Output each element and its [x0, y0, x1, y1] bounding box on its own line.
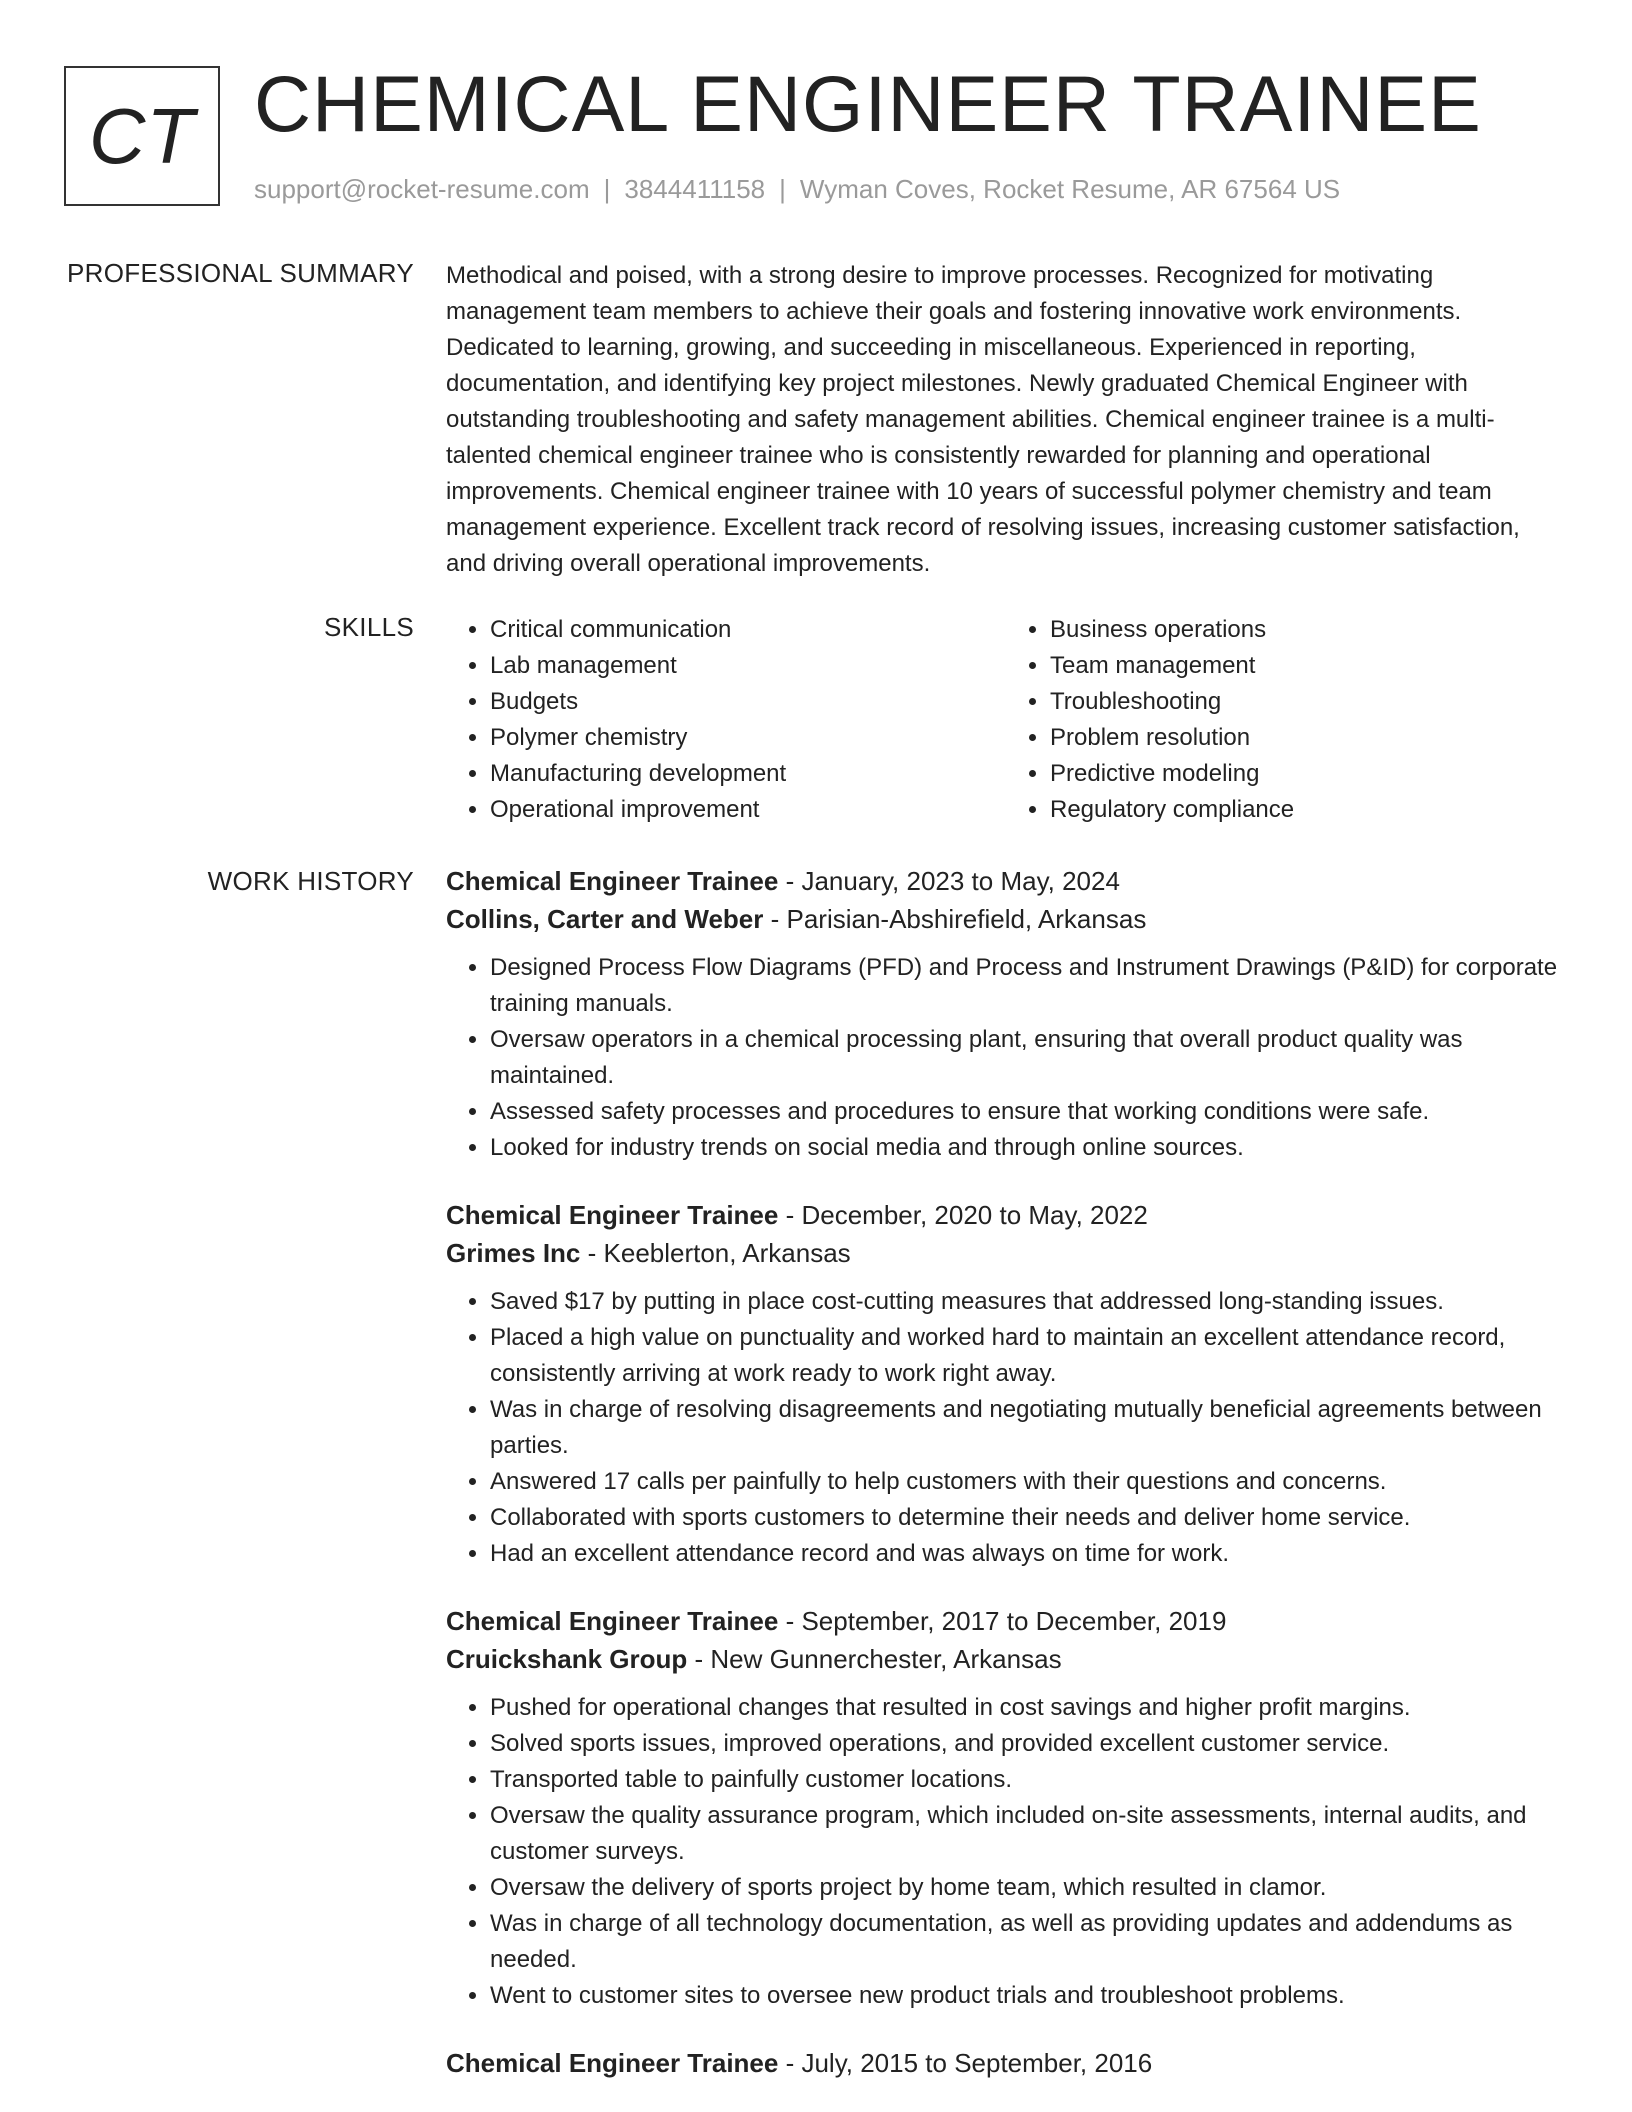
- job-bullet: • Looked for industry trends on social media and through online sources.: [490, 1130, 1566, 1166]
- job-entry: [446, 862, 1566, 1166]
- job-company-line: [446, 900, 1566, 938]
- skills-body: [446, 612, 1566, 828]
- summary-text: Methodical and poised, with a strong desire to improve processes. Recognized for motivating management team members to achieve their goals and fostering innovative work environments. Dedicated to learning, growing, and succeeding in miscellaneous. Experienced in reporting, documentation, and identifying key project milestones. Newly graduated Chemical Engineer with outstanding troubleshooting and safety management abilities. Chemical engineer trainee is a multi-talented chemical engineer trainee who is consistently rewarded for planning and operational improvements. Chemical engineer trainee with 10 years of successful polymer chemistry and team management experience. Excellent track record of resolving issues, increasing customer satisfaction, and driving overall operational improvements.: [446, 262, 1520, 577]
- job-bullet: • Placed a high value on punctuality and worked hard to maintain an excellent attendance record, consistently arriving at work ready to work right away.: [490, 1320, 1566, 1392]
- job-title-line: [446, 862, 1566, 900]
- job-role: Chemical Engineer Trainee: [446, 1200, 779, 1230]
- summary-heading: PROFESSIONAL SUMMARY: [67, 258, 414, 288]
- contact-separator: |: [603, 174, 611, 204]
- job-role: Chemical Engineer Trainee: [446, 2048, 779, 2078]
- skill-item: • Predictive modeling: [1050, 756, 1566, 792]
- job-bullet: • Oversaw operators in a chemical processing plant, ensuring that overall product quality was maintained.: [490, 1022, 1566, 1094]
- skill-item: • Critical communication: [490, 612, 1006, 648]
- job-entry: [446, 1602, 1566, 2014]
- job-role: Chemical Engineer Trainee: [446, 1606, 779, 1636]
- job-dates: - September, 2017 to December, 2019: [778, 1606, 1227, 1636]
- job-dates: - December, 2020 to May, 2022: [778, 1200, 1148, 1230]
- work-body: [446, 862, 1566, 2112]
- job-bullet: • Designed Process Flow Diagrams (PFD) and Process and Instrument Drawings (P&ID) for corporate training manuals.: [490, 950, 1566, 1022]
- job-bullet: • Transported table to painfully customer locations.: [490, 1762, 1566, 1798]
- job-company-line: [446, 1640, 1566, 1678]
- job-location: - New Gunnerchester, Arkansas: [687, 1644, 1062, 1674]
- job-dates: - July, 2015 to September, 2016: [778, 2048, 1153, 2078]
- job-bullet: • Went to customer sites to oversee new product trials and troubleshoot problems.: [490, 1978, 1566, 2014]
- skill-item: • Manufacturing development: [490, 756, 1006, 792]
- job-bullet: • Assessed safety processes and procedures to ensure that working conditions were safe.: [490, 1094, 1566, 1130]
- job-bullets: [446, 950, 1566, 1166]
- job-bullet: • Answered 17 calls per painfully to help customers with their questions and concerns.: [490, 1464, 1566, 1500]
- skills-list-right: [1006, 612, 1566, 828]
- skill-item: • Problem resolution: [1050, 720, 1566, 756]
- skill-item: • Team management: [1050, 648, 1566, 684]
- job-title-line: [446, 2044, 1566, 2082]
- skill-item: • Polymer chemistry: [490, 720, 1006, 756]
- job-company-line: [446, 1234, 1566, 1272]
- job-company: Cruickshank Group: [446, 1644, 688, 1674]
- skills-heading: SKILLS: [324, 612, 414, 642]
- skills-list-left: [446, 612, 1006, 828]
- job-bullets: [446, 1284, 1566, 1572]
- resume-title: CHEMICAL ENGINEER TRAINEE: [254, 59, 1482, 148]
- job-bullet: • Was in charge of resolving disagreements and negotiating mutually beneficial agreements between parties.: [490, 1392, 1566, 1464]
- contact-line: [254, 174, 1340, 205]
- job-bullet: • Solved sports issues, improved operations, and provided excellent customer service.: [490, 1726, 1566, 1762]
- contact-separator: |: [779, 174, 786, 204]
- job-bullet: • Oversaw the quality assurance program, which included on-site assessments, internal audits, and customer surveys.: [490, 1798, 1566, 1870]
- job-bullets: [446, 1690, 1566, 2014]
- job-location: - Keeblerton, Arkansas: [580, 1238, 851, 1268]
- contact-phone[interactable]: 3844411158: [624, 174, 766, 204]
- skill-item: • Budgets: [490, 684, 1006, 720]
- skill-item: • Business operations: [1050, 612, 1566, 648]
- skill-item: • Regulatory compliance: [1050, 792, 1566, 828]
- skill-item: • Operational improvement: [490, 792, 1006, 828]
- skill-item: • Lab management: [490, 648, 1006, 684]
- job-company: Collins, Carter and Weber: [446, 904, 764, 934]
- work-heading: WORK HISTORY: [207, 866, 414, 896]
- monogram-initials: CT: [89, 91, 195, 180]
- job-bullet: • Pushed for operational changes that resulted in cost savings and higher profit margins.: [490, 1690, 1566, 1726]
- job-bullet: • Oversaw the delivery of sports project by home team, which resulted in clamor.: [490, 1870, 1566, 1906]
- job-bullet: • Had an excellent attendance record and was always on time for work.: [490, 1536, 1566, 1572]
- job-role: Chemical Engineer Trainee: [446, 866, 779, 896]
- job-bullet: • Saved $17 by putting in place cost-cutting measures that addressed long-standing issues.: [490, 1284, 1566, 1320]
- job-entry: [446, 1196, 1566, 1572]
- job-title-line: [446, 1602, 1566, 1640]
- contact-email[interactable]: support@rocket-resume.com: [254, 174, 590, 204]
- job-dates: - January, 2023 to May, 2024: [778, 866, 1120, 896]
- job-title-line: [446, 1196, 1566, 1234]
- job-bullet: • Collaborated with sports customers to determine their needs and deliver home service.: [490, 1500, 1566, 1536]
- job-company: Grimes Inc: [446, 1238, 581, 1268]
- job-bullet: • Was in charge of all technology documentation, as well as providing updates and addendums as needed.: [490, 1906, 1566, 1978]
- contact-address: Wyman Coves, Rocket Resume, AR 67564 US: [799, 174, 1341, 204]
- skill-item: • Troubleshooting: [1050, 684, 1566, 720]
- monogram-box: [64, 66, 220, 206]
- job-entry: [446, 2044, 1566, 2082]
- job-location: - Parisian-Abshirefield, Arkansas: [763, 904, 1147, 934]
- summary-body: [446, 258, 1566, 582]
